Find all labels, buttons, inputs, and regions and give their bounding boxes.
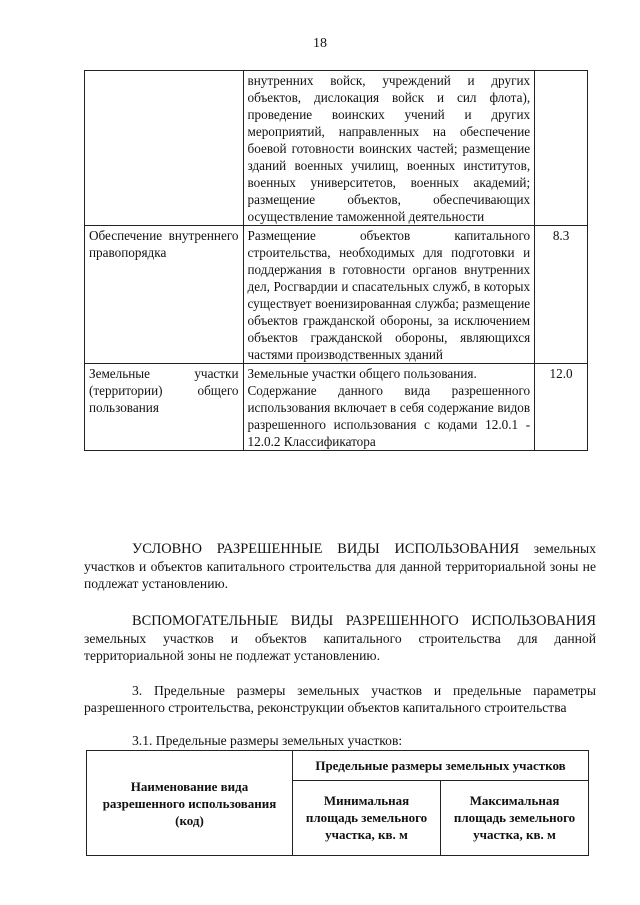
use-description-cell [243, 364, 535, 451]
min-area-header: Минимальная площадь земельного участка, кв. м [293, 780, 441, 855]
table-row [85, 226, 588, 364]
use-description-cell: внутренних войск, учреждений и других объектов, дислокация войск и сил флота), проведение воинских учений и других мероприятий, направленных на обеспечение боевой готовности воинских частей; размещение зданий военных училищ, военных институтов, военных университетов, военных академий; размещение объектов, обеспечивающих осуществление таможенной деятельности [243, 71, 535, 226]
use-name-cell: Земельные участки (территории) общего пользования [85, 364, 244, 451]
use-code-cell [535, 71, 588, 226]
paragraph-text: земельных участков и объектов капитального строительства для данной территориальной зоны не подлежат установлению. [84, 631, 596, 663]
use-type-header: Наименование вида разрешенного использования (код) [87, 751, 293, 856]
conditional-uses-paragraph [84, 540, 596, 592]
description-line: Земельные участки общего пользования. [247, 366, 477, 381]
paragraph-text: земельных участков и объектов капитального строительства для данной территориальной зоны не подлежат установлению. [84, 541, 596, 591]
auxiliary-uses-paragraph [84, 612, 596, 664]
max-area-header: Максимальная площадь земельного участка, кв. м [441, 780, 589, 855]
use-description-cell: Размещение объектов капитального строительства, необходимых для подготовки и поддержания в готовности органов внутренних дел, Росгвардии и спасательных служб, в которых существует военизированная служба; размещение объектов гражданской обороны, за исключением объектов гражданской обороны, являющихся частями производственных зданий [243, 226, 535, 364]
use-name-cell: Обеспечение внутреннего правопорядка [85, 226, 244, 364]
land-use-table [84, 70, 588, 451]
use-name-cell [85, 71, 244, 226]
section-heading-caps: ВСПОМОГАТЕЛЬНЫЕ ВИДЫ РАЗРЕШЕННОГО ИСПОЛЬЗОВАНИЯ [132, 613, 596, 629]
table-row [85, 364, 588, 451]
page-number: 18 [313, 36, 327, 51]
use-code-cell: 8.3 [535, 226, 588, 364]
plot-size-group-header: Предельные размеры земельных участков [293, 751, 589, 781]
plot-size-table [86, 750, 589, 856]
section-3-paragraph: 3. Предельные размеры земельных участков и предельные параметры разрешенного строительства, реконструкции объектов капитального строительства [84, 683, 596, 715]
table-header-row [87, 751, 589, 781]
use-code-cell: 12.0 [535, 364, 588, 451]
description-line: Содержание данного вида разрешенного использования включает в себя содержание видов разрешенного использования с кодами 12.0.1 - 12.0.2 Классификатора [247, 383, 531, 449]
section-heading-caps: УСЛОВНО РАЗРЕШЕННЫЕ ВИДЫ ИСПОЛЬЗОВАНИЯ [132, 541, 520, 557]
table-row [85, 71, 588, 226]
section-3-1-paragraph: 3.1. Предельные размеры земельных участков: [132, 733, 403, 748]
